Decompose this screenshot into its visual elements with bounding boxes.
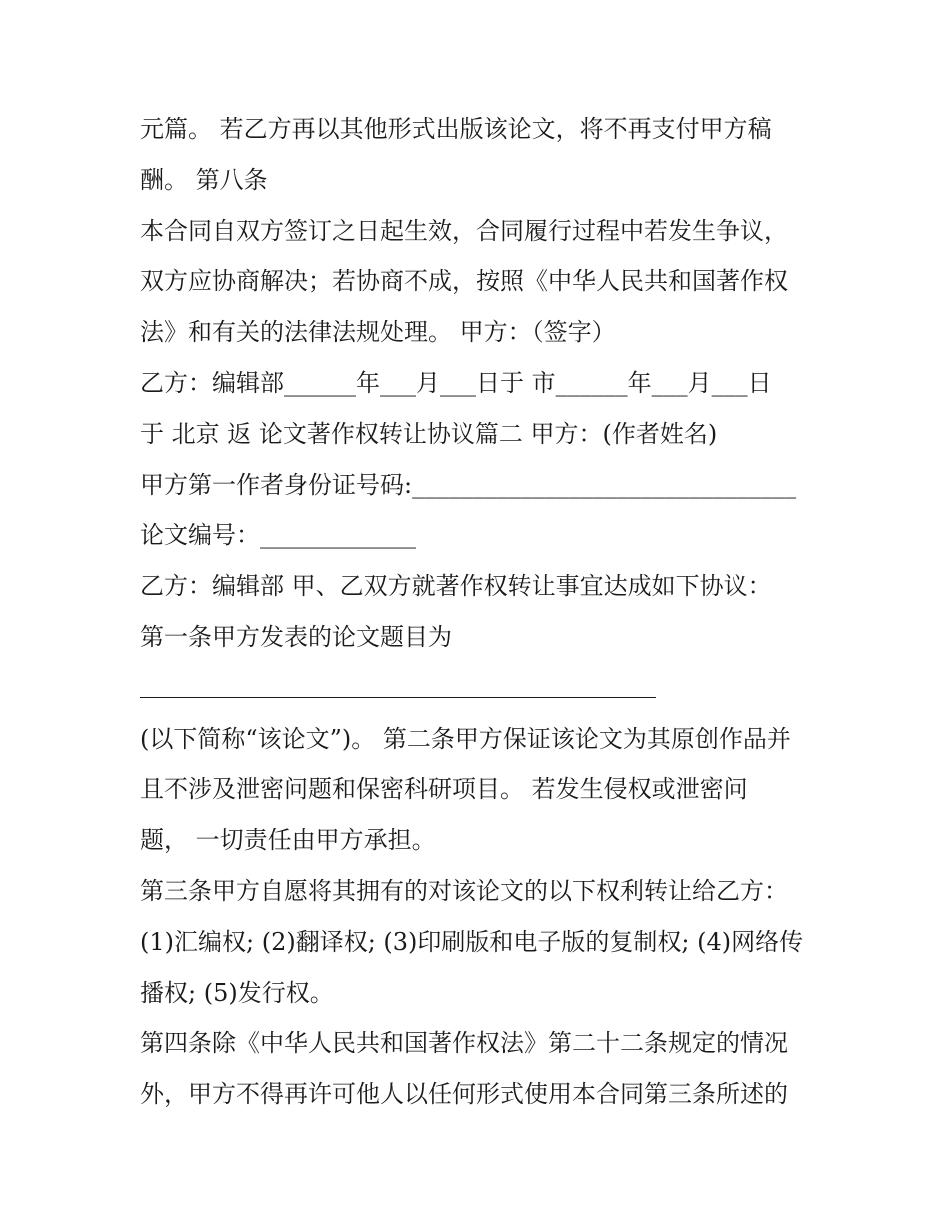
text-line: 双方应协商解决；若协商不成，按照《中华人民共和国著作权 xyxy=(140,267,788,296)
text-line: (以下简称“该论文”)。 第二条甲方保证该论文为其原创作品并 xyxy=(140,724,791,753)
text-line: 第四条除《中华人民共和国著作权法》第二十二条规定的情况 xyxy=(140,1029,788,1058)
text-line: 法》和有关的法律法规处理。 甲方：（签字） xyxy=(140,318,616,347)
text-line: 乙方：编辑部 甲、乙双方就著作权转让事宜达成如下协议： xyxy=(140,572,772,601)
document-body xyxy=(140,104,840,1120)
text-line: 元篇。 若乙方再以其他形式出版该论文，将不再支付甲方稿 xyxy=(140,115,772,143)
text-line: 题， 一切责任由甲方承担。 xyxy=(140,826,436,855)
title-blank-line xyxy=(140,663,840,714)
text-line: 第一条甲方发表的论文题目为 xyxy=(140,622,452,651)
text-line: 外，甲方不得再许可他人以任何形式使用本合同第三条所述的 xyxy=(140,1080,788,1109)
text-line: 本合同自双方签订之日起生效，合同履行过程中若发生争议， xyxy=(140,216,788,245)
text-line: 酬。 第八条 xyxy=(140,165,268,194)
text-line: 于 北京 返 论文著作权转让协议篇二 甲方：(作者姓名) xyxy=(140,419,718,448)
text-line: 第三条甲方自愿将其拥有的对该论文的以下权利转让给乙方： xyxy=(140,876,788,905)
text-line: 论文编号：_____________ xyxy=(140,521,416,550)
text-line: 乙方：编辑部______年___月___日于 市______年___月___日 xyxy=(140,368,772,397)
blank-underline xyxy=(140,697,656,698)
text-line: 且不涉及泄密问题和保密科研项目。 若发生侵权或泄密问 xyxy=(140,775,748,804)
text-line: 甲方第一作者身份证号码:________________________________ xyxy=(140,470,797,499)
text-line: (1)汇编权; (2)翻译权; (3)印刷版和电子版的复制权; (4)网络传 xyxy=(140,927,804,956)
text-line: 播权; (5)发行权。 xyxy=(140,978,334,1007)
